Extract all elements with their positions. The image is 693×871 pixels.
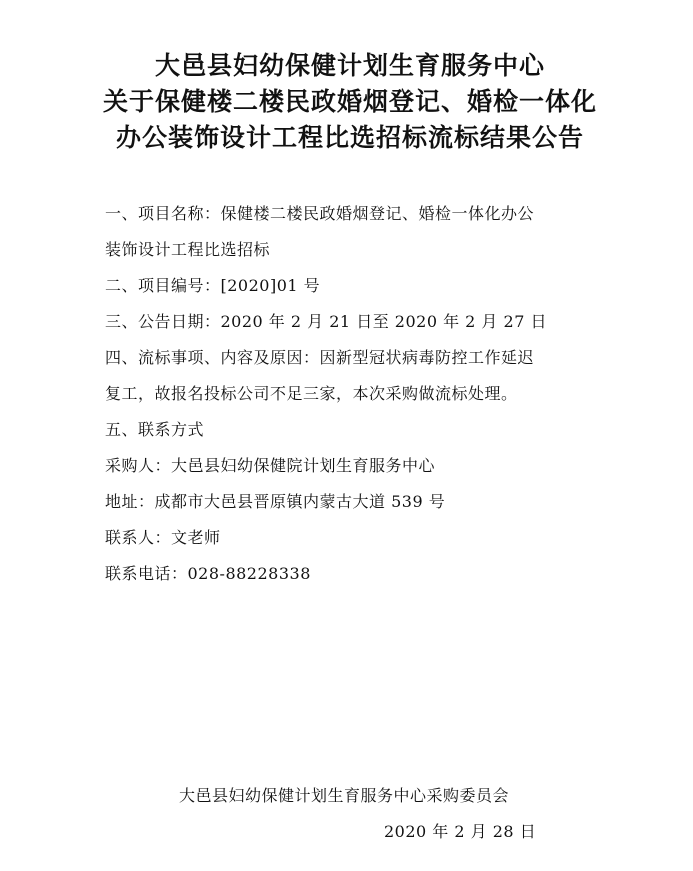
- address: 地址：成都市大邑县晋原镇内蒙古大道 539 号: [105, 492, 446, 511]
- announcement-period: 三、公告日期：2020 年 2 月 21 日至 2020 年 2 月 27 日: [105, 312, 547, 331]
- contact-phone: 联系电话：028-88228338: [105, 564, 311, 583]
- document-body: [105, 196, 595, 592]
- failure-reason-line-2: 复工，故报名投标公司不足三家，本次采购做流标处理。: [105, 384, 518, 403]
- signature-date: 2020 年 2 月 28 日: [384, 822, 537, 841]
- title-line-1: 大邑县妇幼保健计划生育服务中心: [154, 51, 545, 80]
- purchaser: 采购人：大邑县妇幼保健院计划生育服务中心: [105, 456, 436, 475]
- contact-person: 联系人：文老师: [105, 528, 221, 547]
- title-line-3: 办公装饰设计工程比选招标流标结果公告: [115, 123, 584, 152]
- document-title: [60, 48, 640, 156]
- contact-heading: 五、联系方式: [105, 420, 205, 439]
- project-name-line-1: 一、项目名称：保健楼二楼民政婚烟登记、婚检一体化办公: [105, 204, 535, 223]
- project-name-line-2: 装饰设计工程比选招标: [105, 240, 271, 259]
- failure-reason-line-1: 四、流标事项、内容及原因：因新型冠状病毒防控工作延迟: [105, 348, 535, 367]
- title-line-2: 关于保健楼二楼民政婚烟登记、婚检一体化: [102, 87, 597, 116]
- signature-organization: 大邑县妇幼保健计划生育服务中心采购委员会: [179, 786, 510, 805]
- project-number: 二、项目编号：[2020]01 号: [105, 276, 321, 295]
